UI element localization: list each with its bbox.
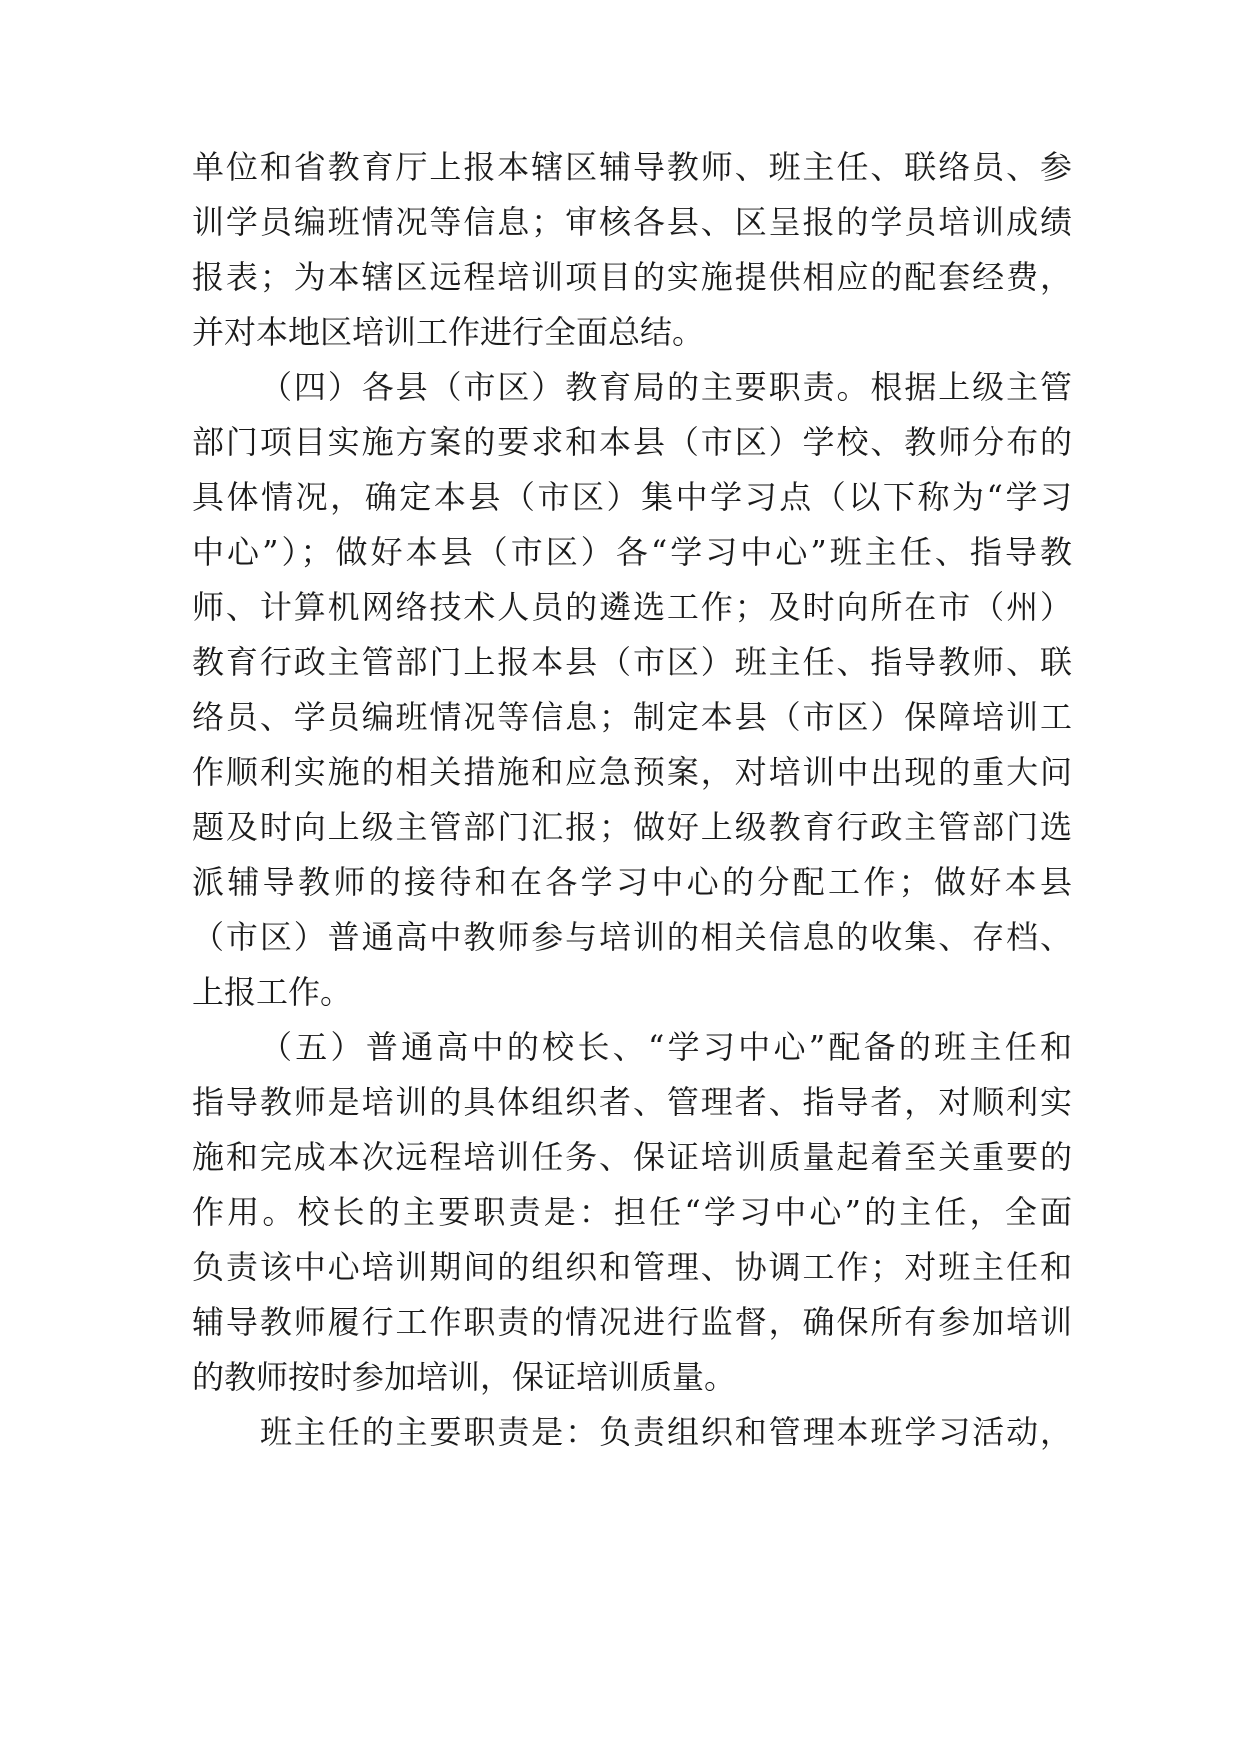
text-line: （市区）普通高中教师参与培训的相关信息的收集、存档、 xyxy=(192,918,1072,956)
text-line: 师、计算机网络技术人员的遴选工作；及时向所在市（州） xyxy=(192,588,1072,626)
text-line: 中心”）；做好本县（市区）各“学习中心”班主任、指导教 xyxy=(192,533,1072,571)
text-line: 训学员编班情况等信息；审核各县、区呈报的学员培训成绩 xyxy=(192,203,1072,241)
text-line: 指导教师是培训的具体组织者、管理者、指导者，对顺利实 xyxy=(192,1083,1072,1121)
text-line: 的教师按时参加培训，保证培训质量。 xyxy=(192,1358,737,1396)
text-line: 派辅导教师的接待和在各学习中心的分配工作；做好本县 xyxy=(192,863,1072,901)
text-line: 上报工作。 xyxy=(192,973,353,1011)
text-line: 辅导教师履行工作职责的情况进行监督，确保所有参加培训 xyxy=(192,1303,1072,1341)
text-line: 并对本地区培训工作进行全面总结。 xyxy=(192,313,705,351)
text-line: 题及时向上级主管部门汇报；做好上级教育行政主管部门选 xyxy=(192,808,1072,846)
paragraph-start-line: （五）普通高中的校长、“学习中心”配备的班主任和 xyxy=(260,1028,1072,1066)
text-line: 作顺利实施的相关措施和应急预案，对培训中出现的重大问 xyxy=(192,753,1072,791)
text-line: 单位和省教育厅上报本辖区辅导教师、班主任、联络员、参 xyxy=(192,148,1072,186)
text-line: 负责该中心培训期间的组织和管理、协调工作；对班主任和 xyxy=(192,1248,1072,1286)
text-line: 具体情况，确定本县（市区）集中学习点（以下称为“学习 xyxy=(192,478,1072,516)
text-line: 部门项目实施方案的要求和本县（市区）学校、教师分布的 xyxy=(192,423,1072,461)
text-line: 报表；为本辖区远程培训项目的实施提供相应的配套经费， xyxy=(192,258,1072,296)
text-line: 施和完成本次远程培训任务、保证培训质量起着至关重要的 xyxy=(192,1138,1072,1176)
paragraph-start-line: （四）各县（市区）教育局的主要职责。根据上级主管 xyxy=(260,368,1072,406)
paragraph-start-line: 班主任的主要职责是：负责组织和管理本班学习活动， xyxy=(260,1413,1072,1451)
text-line: 络员、学员编班情况等信息；制定本县（市区）保障培训工 xyxy=(192,698,1072,736)
text-line: 教育行政主管部门上报本县（市区）班主任、指导教师、联 xyxy=(192,643,1072,681)
text-line: 作用。校长的主要职责是：担任“学习中心”的主任，全面 xyxy=(192,1193,1072,1231)
